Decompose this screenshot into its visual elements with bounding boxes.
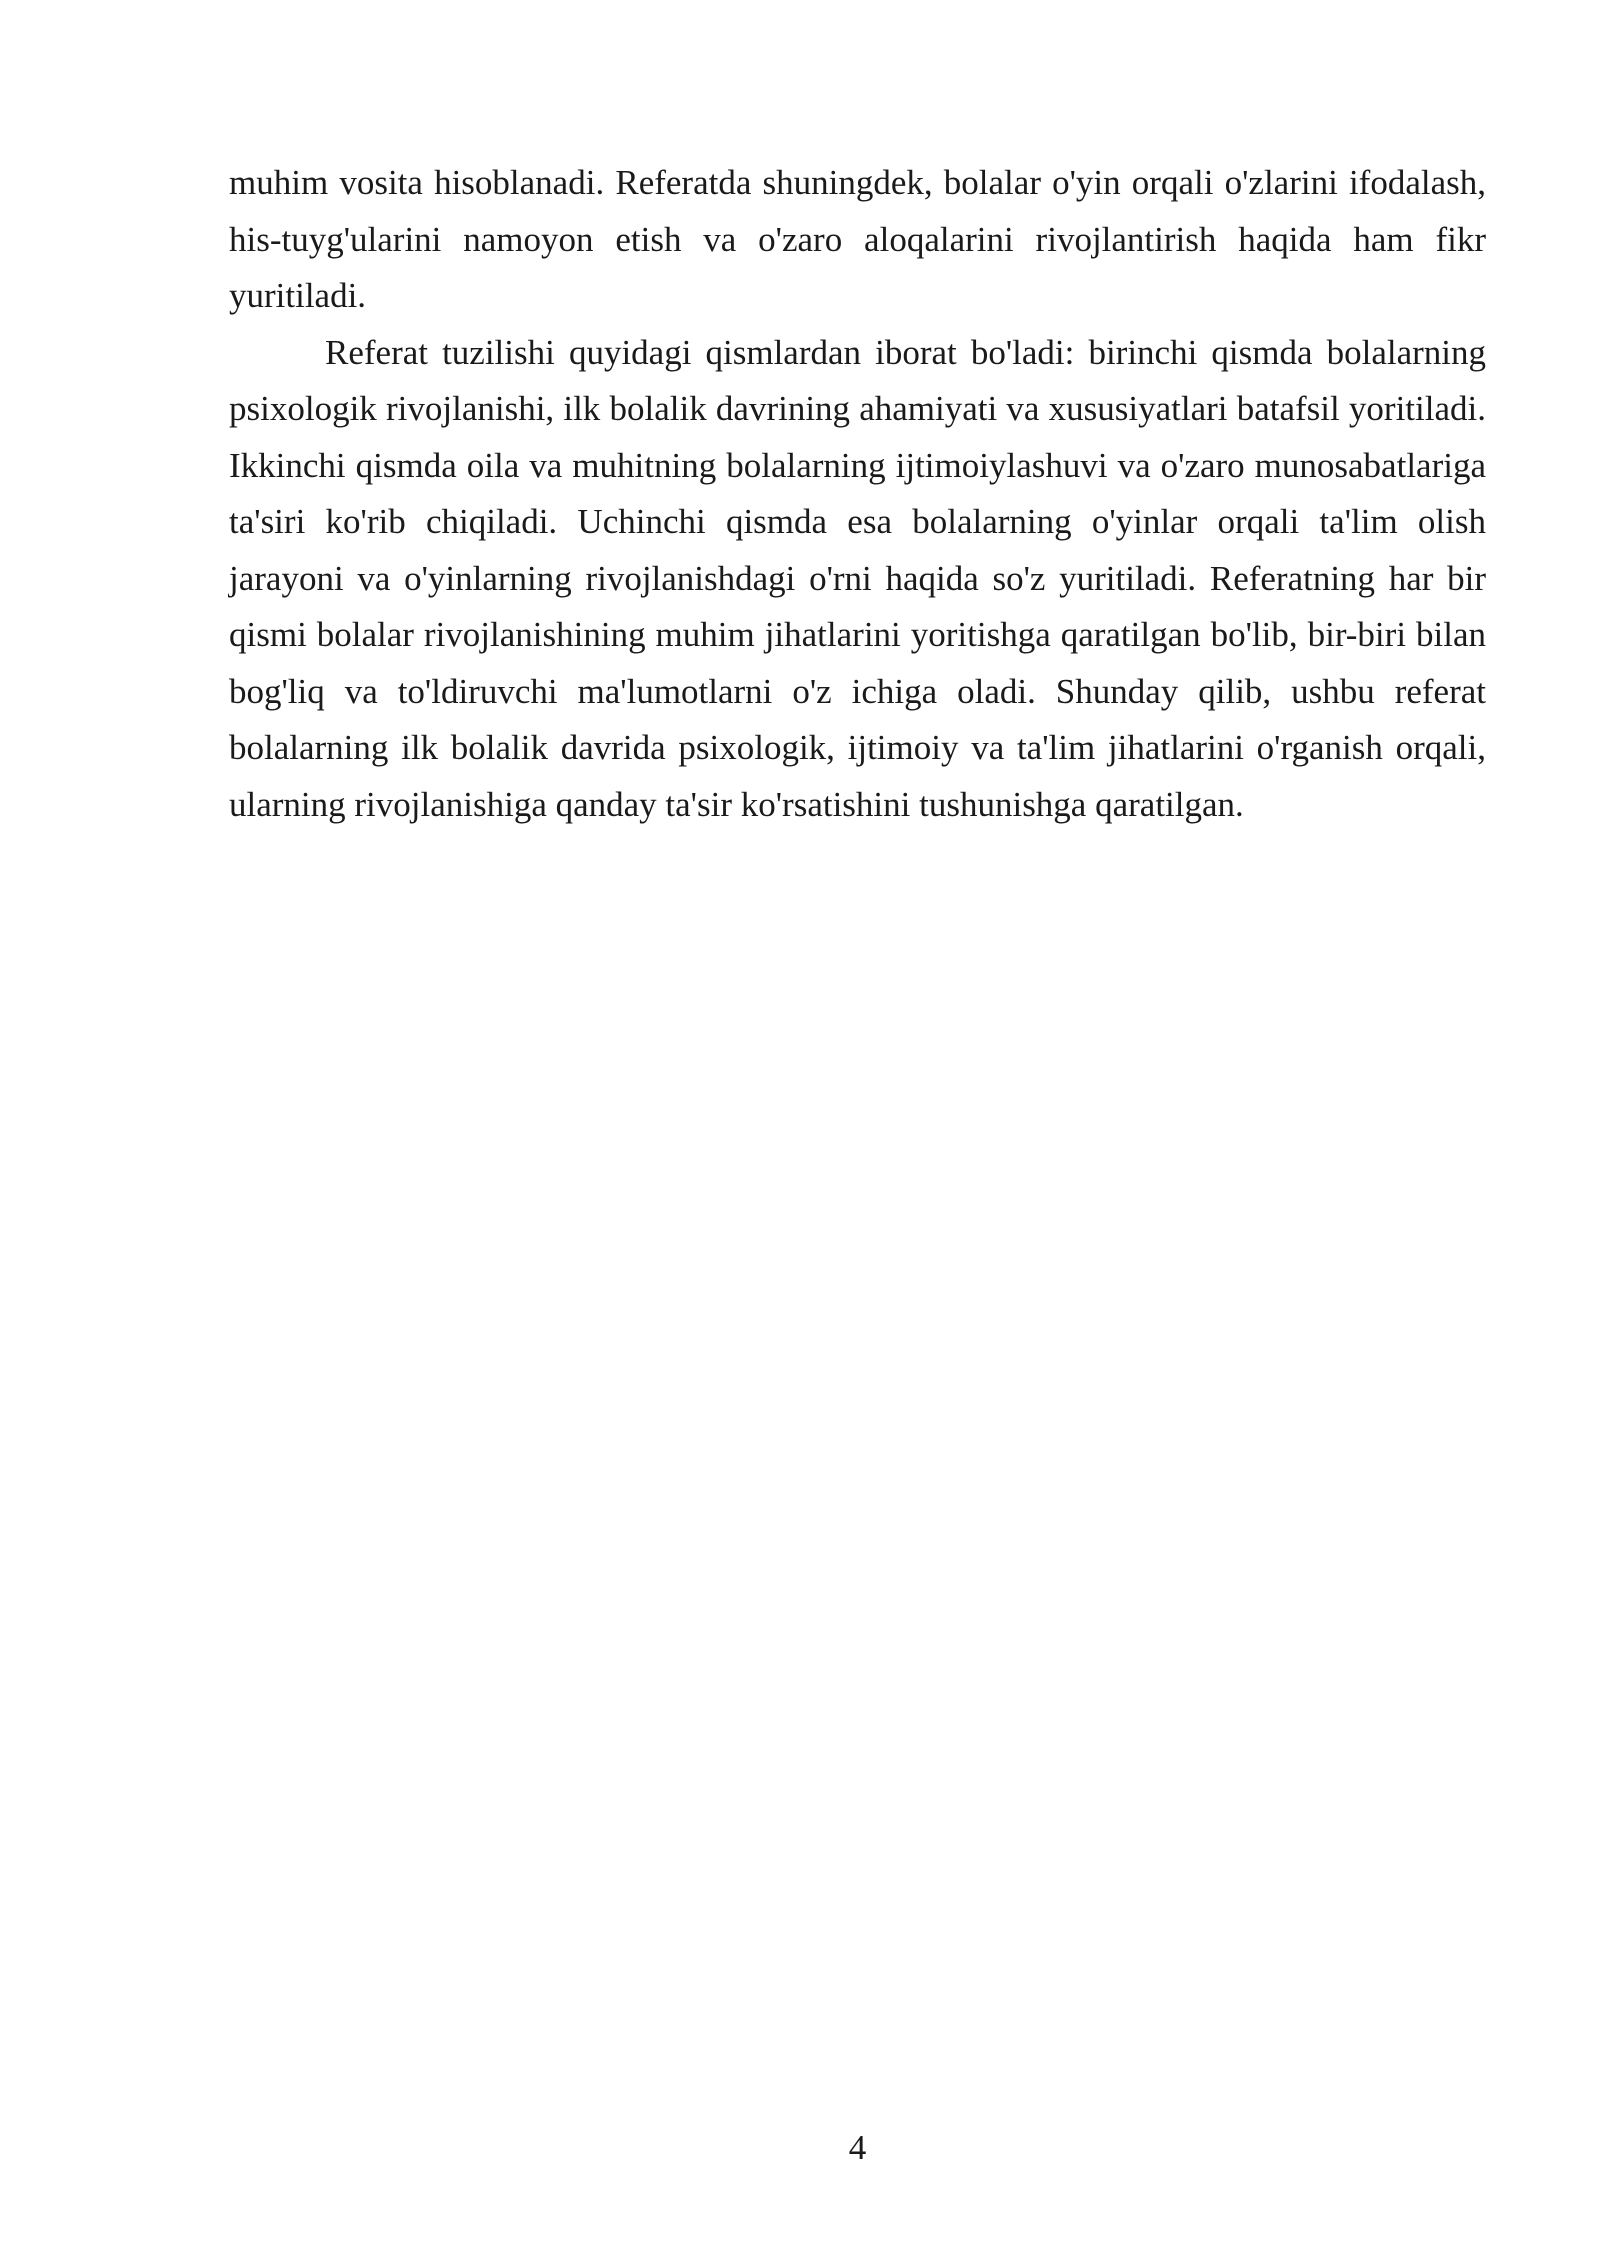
paragraph-referat-structure: Referat tuzilishi quyidagi qismlardan iborat bo'ladi: birinchi qismda bolalarning psixologik rivojlanishi, ilk bolalik davrining ahamiyati va xususiyatlari batafsil yoritiladi. Ikkinchi qismda oila va muhitning bolalarning ijtimoiylashuvi va o'zaro munosabatlariga ta'siri ko'rib chiqiladi. Uchinchi qismda esa bolalarning o'yinlar orqali ta'lim olish jarayoni va o'yinlarning rivojlanishdagi o'rni haqida so'z yuritiladi. Referatning har bir qismi bolalar rivojlanishining muhim jihatlarini yoritishga qaratilgan bo'lib, bir-biri bilan bog'liq va to'ldiruvchi ma'lumotlarni o'z ichiga oladi. Shunday qilib, ushbu referat bolalarning ilk bolalik davrida psixologik, ijtimoiy va ta'lim jihatlarini o'rganish orqali, ularning rivojlanishiga qanday ta'sir ko'rsatishini tushunishga qaratilgan. <box>229 332 1486 824</box>
body-text <box>229 155 1486 833</box>
paragraph-continuation: muhim vosita hisoblanadi. Referatda shuningdek, bolalar o'yin orqali o'zlarini ifodalash, his-tuyg'ularini namoyon etish va o'zaro aloqalarini rivojlantirish haqida ham fikr yuritiladi. <box>229 163 1486 315</box>
page-number: 4 <box>848 2128 867 2167</box>
